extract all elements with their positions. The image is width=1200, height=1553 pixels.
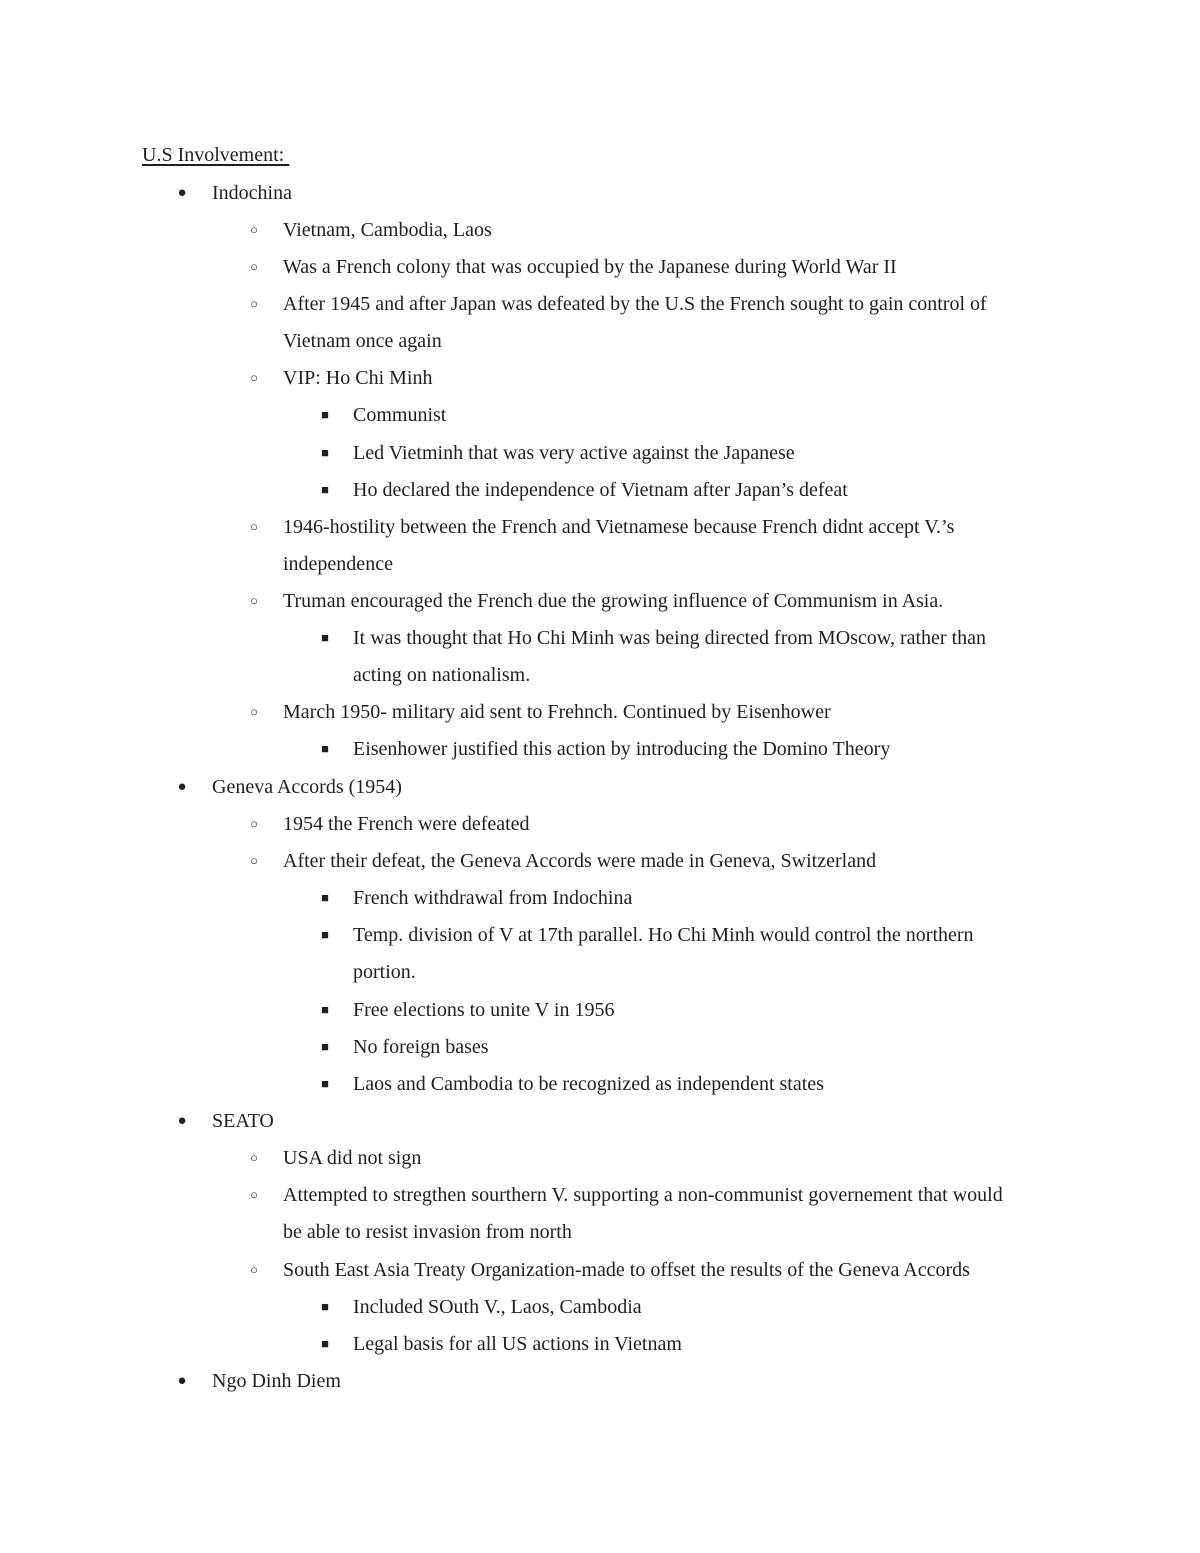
- list-item: No foreign bases: [353, 1036, 489, 1058]
- list-item: 1954 the French were defeated: [283, 813, 530, 835]
- bullet-square-icon: ■: [321, 407, 329, 422]
- list-item: Attempted to stregthen sourthern V. supporting a non-communist governement that would: [283, 1184, 1003, 1206]
- list-item: Temp. division of V at 17th parallel. Ho Chi Minh would control the northern: [353, 924, 974, 946]
- bullet-disc-icon: ●: [177, 1373, 187, 1389]
- list-item: Laos and Cambodia to be recognized as independent states: [353, 1073, 824, 1095]
- bullet-circle-icon: ○: [250, 370, 258, 385]
- bullet-circle-icon: ○: [250, 816, 258, 831]
- bullet-circle-icon: ○: [250, 853, 258, 868]
- bullet-square-icon: ■: [321, 890, 329, 905]
- list-item: 1946-hostility between the French and Vietnamese because French didnt accept V.’s: [283, 516, 955, 538]
- list-item: Truman encouraged the French due the growing influence of Communism in Asia.: [283, 590, 944, 612]
- list-item: French withdrawal from Indochina: [353, 887, 633, 909]
- list-item: Indochina: [212, 182, 292, 204]
- list-item-continuation: independence: [283, 553, 393, 575]
- bullet-square-icon: ■: [321, 927, 329, 942]
- list-item: Legal basis for all US actions in Vietnam: [353, 1333, 682, 1355]
- list-item: Geneva Accords (1954): [212, 776, 402, 798]
- list-item: After 1945 and after Japan was defeated by the U.S the French sought to gain control of: [283, 293, 987, 315]
- list-item: USA did not sign: [283, 1147, 422, 1169]
- bullet-circle-icon: ○: [250, 1187, 258, 1202]
- bullet-square-icon: ■: [321, 1336, 329, 1351]
- list-item: Free elections to unite V in 1956: [353, 999, 615, 1021]
- bullet-square-icon: ■: [321, 1039, 329, 1054]
- bullet-circle-icon: ○: [250, 593, 258, 608]
- list-item: SEATO: [212, 1110, 274, 1132]
- list-item: Ngo Dinh Diem: [212, 1370, 341, 1392]
- bullet-square-icon: ■: [321, 1076, 329, 1091]
- document-title: U.S Involvement:: [142, 144, 290, 166]
- bullet-circle-icon: ○: [250, 222, 258, 237]
- bullet-circle-icon: ○: [250, 519, 258, 534]
- list-item: It was thought that Ho Chi Minh was being directed from MOscow, rather than: [353, 627, 987, 649]
- bullet-circle-icon: ○: [250, 296, 258, 311]
- bullet-square-icon: ■: [321, 1002, 329, 1017]
- list-item-continuation: acting on nationalism.: [353, 664, 531, 686]
- list-item: Was a French colony that was occupied by the Japanese during World War II: [283, 256, 897, 278]
- list-item: South East Asia Treaty Organization-made to offset the results of the Geneva Accords: [283, 1259, 970, 1281]
- list-item: Ho declared the independence of Vietnam after Japan’s defeat: [353, 479, 848, 501]
- bullet-square-icon: ■: [321, 445, 329, 460]
- bullet-disc-icon: ●: [177, 185, 187, 201]
- bullet-circle-icon: ○: [250, 259, 258, 274]
- list-item-continuation: portion.: [353, 961, 416, 983]
- list-item-continuation: be able to resist invasion from north: [283, 1221, 572, 1243]
- bullet-square-icon: ■: [321, 482, 329, 497]
- list-item: Included SOuth V., Laos, Cambodia: [353, 1296, 642, 1318]
- bullet-disc-icon: ●: [177, 779, 187, 795]
- list-item: March 1950- military aid sent to Frehnch. Continued by Eisenhower: [283, 701, 831, 723]
- bullet-square-icon: ■: [321, 1299, 329, 1314]
- list-item: VIP: Ho Chi Minh: [283, 367, 433, 389]
- list-item: Vietnam, Cambodia, Laos: [283, 219, 492, 241]
- list-item: Led Vietminh that was very active against the Japanese: [353, 442, 795, 464]
- bullet-square-icon: ■: [321, 741, 329, 756]
- bullet-circle-icon: ○: [250, 1262, 258, 1277]
- list-item: After their defeat, the Geneva Accords were made in Geneva, Switzerland: [283, 850, 877, 872]
- bullet-circle-icon: ○: [250, 704, 258, 719]
- bullet-square-icon: ■: [321, 630, 329, 645]
- list-item-continuation: Vietnam once again: [283, 330, 442, 352]
- list-item: Eisenhower justified this action by introducing the Domino Theory: [353, 738, 891, 760]
- bullet-circle-icon: ○: [250, 1150, 258, 1165]
- bullet-disc-icon: ●: [177, 1113, 187, 1129]
- list-item: Communist: [353, 404, 447, 426]
